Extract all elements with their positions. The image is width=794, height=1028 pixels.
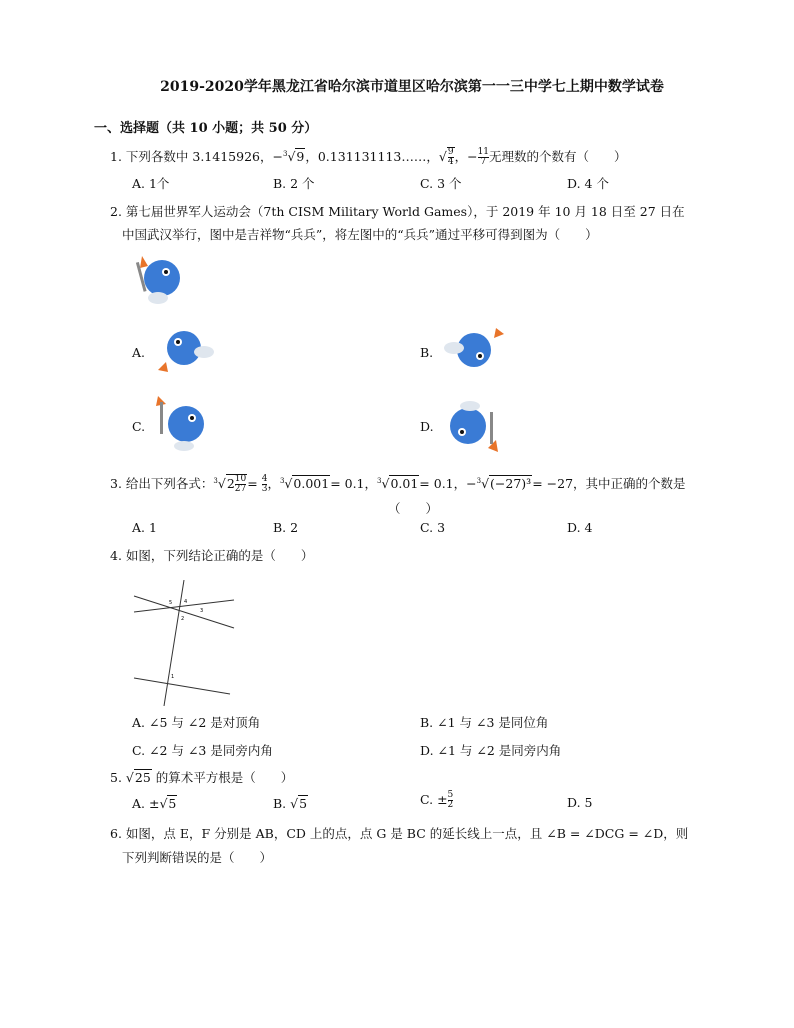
q4-option-d[interactable]: D. ∠1 与 ∠2 是同旁内角 — [420, 743, 562, 758]
q3-expr4-rhs: = −27，其中正确的个数是 — [532, 476, 686, 491]
q5-option-c-den: 2 — [447, 800, 454, 810]
q5-radicand: 25 — [134, 770, 151, 785]
angle-label-1: 1 — [171, 674, 175, 680]
q1-stem-c: 无理数的个数有（ ） — [489, 149, 627, 164]
mascot-option-a-image — [152, 322, 222, 378]
q6-line-1: 6. 如图，点 E，F 分别是 AB，CD 上的点，点 G 是 BC 的延长线上一点，且 ∠B = ∠DCG = ∠D，则 — [110, 826, 689, 841]
q5-option-c-num: 5 — [447, 790, 454, 800]
q3-expr3: 0.01 — [390, 476, 419, 491]
mascot-option-d-image — [440, 396, 502, 458]
q2-option-d[interactable]: D. — [420, 419, 434, 434]
q2-option-c[interactable]: C. — [132, 419, 146, 434]
q1-frac-den: 7 — [478, 157, 489, 167]
q2-option-b[interactable]: B. — [420, 345, 434, 360]
q5-option-d[interactable]: D. 5 — [567, 795, 593, 810]
q3-expr1-num: 10 — [234, 474, 247, 484]
q3-stem: 3. 给出下列各式： — [110, 476, 214, 491]
q5-option-a-label: A. ± — [132, 796, 160, 811]
mascot-option-b-image — [440, 322, 510, 378]
q3-option-c[interactable]: C. 3 — [420, 520, 446, 535]
q3-expr2-rhs: = 0.1， — [330, 476, 378, 491]
angle-label-3: 3 — [200, 608, 204, 614]
q4-option-a[interactable]: A. ∠5 与 ∠2 是对顶角 — [132, 715, 261, 730]
mascot-option-c-image — [152, 392, 214, 454]
q5-option-c[interactable] — [420, 791, 453, 810]
q3-expr1-den: 27 — [234, 484, 247, 494]
q1-neg: − — [272, 149, 283, 164]
q4-option-c[interactable]: C. ∠2 与 ∠3 是同旁内角 — [132, 743, 273, 758]
question-3: 3. 给出下列各式：$^3$√2 $\frac{10}{27}$ = $\frac{4}{3}$ ，$^3$√0.001= 0.1，$^3$√0.01= 0.1，−$^3$√(−27)³= −27，其中正确的个数是 — [110, 474, 686, 494]
page-title: 2019-2020学年黑龙江省哈尔滨市道里区哈尔滨第一一三中学七上期中数学试卷 — [160, 79, 664, 95]
q4-option-b[interactable]: B. ∠1 与 ∠3 是同位角 — [420, 715, 549, 730]
q3-option-d[interactable]: D. 4 — [567, 520, 593, 535]
q1-stem-b: ，0.131131113……， — [305, 149, 439, 164]
angle-label-5: 5 — [169, 600, 173, 606]
q1-nine: 9 — [296, 149, 305, 164]
question-1: 1. 下列各数中 3.1415926，−$^3$√9，0.131131113……，√ $\frac{9}{4}$ ，− $\frac{11}{7}$ 无理数的个数有（ ） — [110, 147, 627, 167]
question-5: 5. √25 的算术平方根是（ ） — [110, 770, 294, 785]
q1-sqrt-num: 9 — [447, 147, 454, 157]
q1-stem-a: 1. 下列各数中 3.1415926， — [110, 149, 273, 164]
q3-expr4: (−27)³ — [490, 476, 532, 491]
q1-option-c[interactable]: C. 3 个 — [420, 176, 462, 191]
q1-frac-num: 11 — [477, 147, 490, 157]
q2-line-1: 2. 第七届世界军人运动会（7th CISM Military World Games），于 2019 年 10 月 18 日至 27 日在 — [110, 204, 685, 219]
angle-label-4: 4 — [184, 599, 188, 605]
q4-stem: 4. 如图，下列结论正确的是（ ） — [110, 548, 314, 563]
angle-label-2: 2 — [181, 616, 185, 622]
q5-option-c-label: C. ± — [420, 792, 448, 807]
q2-line-2: 中国武汉举行，图中是吉祥物“兵兵”，将左图中的“兵兵”通过平移可得到图为（ ） — [122, 227, 598, 242]
q3-expr1-eq: = — [247, 476, 262, 491]
q5-option-a-rad: 5 — [168, 796, 177, 811]
q5-option-a[interactable]: A. ±√5 — [132, 796, 177, 811]
q3-answer-paren: （ ） — [388, 501, 439, 516]
q2-option-a[interactable]: A. — [132, 345, 146, 360]
q3-expr2: 0.001 — [293, 476, 330, 491]
q5-option-b-rad: 5 — [299, 796, 308, 811]
q1-sqrt-den: 4 — [447, 157, 454, 167]
q5-option-b-label: B. — [273, 796, 291, 811]
q3-expr1-int: 2 — [226, 476, 235, 491]
q3-expr1-rden: 3 — [261, 484, 268, 494]
q3-option-a[interactable]: A. 1 — [132, 520, 157, 535]
q4-lines-figure — [130, 580, 240, 706]
q1-option-b[interactable]: B. 2 个 — [273, 176, 315, 191]
section-heading: 一、选择题（共 10 小题；共 50 分） — [94, 121, 318, 136]
q3-option-b[interactable]: B. 2 — [273, 520, 299, 535]
q1-option-d[interactable]: D. 4 个 — [567, 176, 609, 191]
q5-option-b[interactable]: B. √5 — [273, 796, 308, 811]
q6-line-2: 下列判断错误的是（ ） — [122, 850, 273, 865]
q5-stem: 的算术平方根是（ ） — [151, 770, 294, 785]
q3-expr3-rhs: = 0.1， — [419, 476, 467, 491]
q3-expr1-rnum: 4 — [261, 474, 268, 484]
mascot-original-image — [128, 248, 190, 310]
q1-option-a[interactable]: A. 1个 — [132, 176, 170, 191]
